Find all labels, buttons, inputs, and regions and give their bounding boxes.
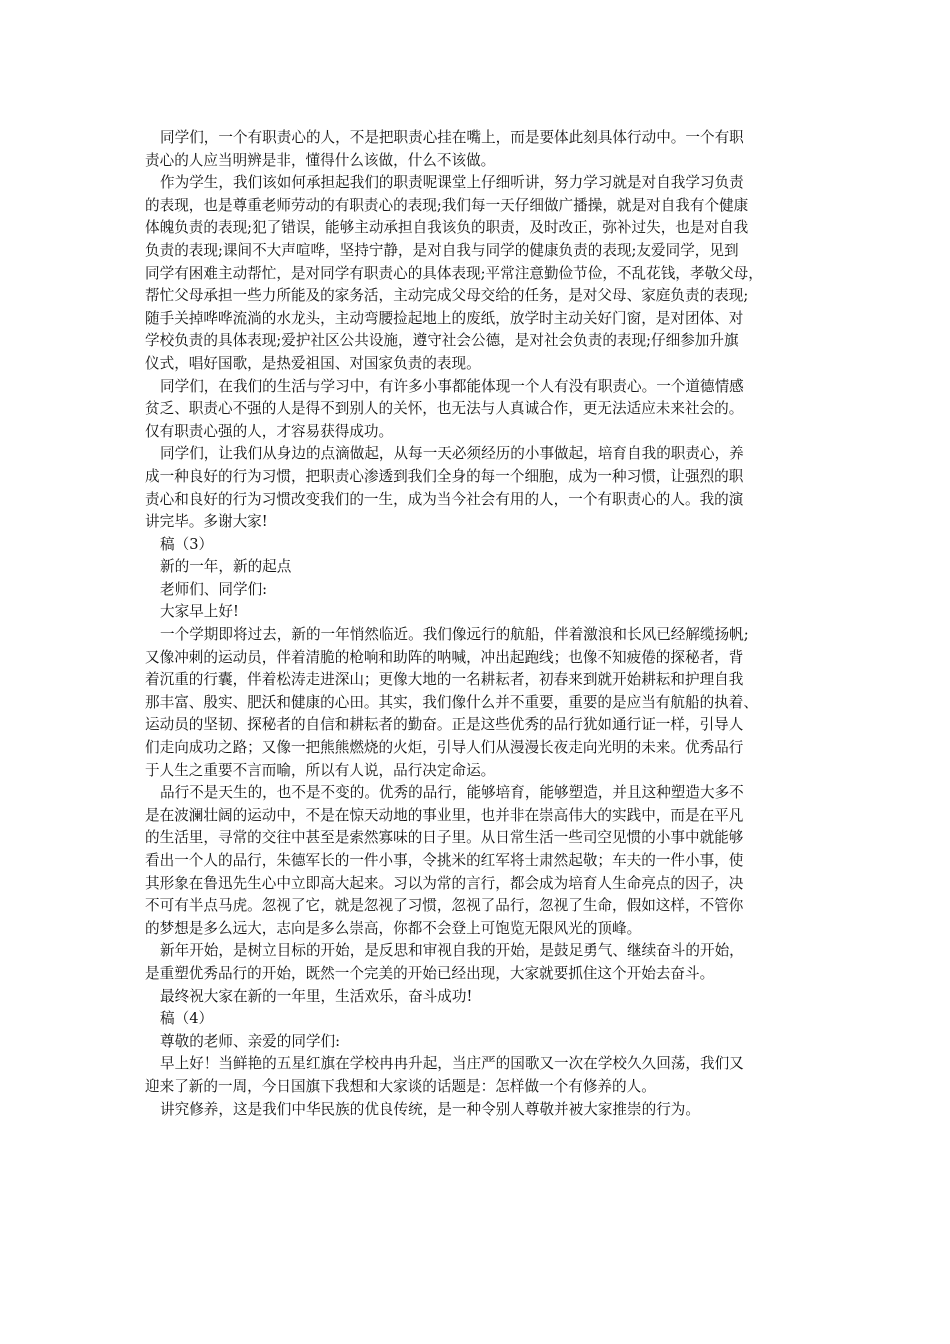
text-line: 责心的人应当明辨是非，懂得什么该做，什么不该做。 xyxy=(145,151,496,169)
text-line: 着沉重的行囊，伴着松涛走进深山；更像大地的一名耕耘者，初春来到就开始耕耘和护理自我 xyxy=(145,671,744,689)
text-line: 新的一年，新的起点 xyxy=(160,558,292,576)
text-line: 是重塑优秀品行的开始，既然一个完美的开始已经出现，大家就要抓住这个开始去奋斗。 xyxy=(145,964,715,982)
text-line: 的表现，也是尊重老师劳动的有职责心的表现;我们每一天仔细做广播操，就是对自我有个健康 xyxy=(145,196,749,214)
text-line: 作为学生，我们该如何承担起我们的职责呢课堂上仔细听讲，努力学习就是对自我学习负责 xyxy=(160,174,744,192)
text-line: 老师们、同学们: xyxy=(160,580,268,598)
text-line: 们走向成功之路；又像一把熊熊燃烧的火炬，引导人们从漫漫长夜走向光明的未来。优秀品行 xyxy=(145,739,744,757)
text-line: 贫乏、职责心不强的人是得不到别人的关怀，也无法与人真诚合作，更无法适应未来社会的。 xyxy=(145,400,744,418)
document-body xyxy=(145,127,805,1121)
text-line: 早上好！当鲜艳的五星红旗在学校冉冉升起，当庄严的国歌又一次在学校久久回荡，我们又 xyxy=(160,1055,744,1073)
text-line: 仪式，唱好国歌，是热爱祖国、对国家负责的表现。 xyxy=(145,354,481,372)
text-line: 负责的表现;课间不大声喧哗，坚持宁静，是对自我与同学的健康负责的表现;友爱同学，见到 xyxy=(145,241,739,259)
text-line: 运动员的坚韧、探秘者的自信和耕耘者的勤奋。正是这些优秀的品行犹如通行证一样，引导人 xyxy=(145,716,744,734)
text-line: 品行不是天生的，也不是不变的。优秀的品行，能够培育，能够塑造，并且这种塑造大多不 xyxy=(160,784,744,802)
text-line: 体魄负责的表现;犯了错误，能够主动承担自我该负的职责，及时改正，弥补过失，也是对自我 xyxy=(145,219,749,237)
text-line: 学校负责的具体表现;爱护社区公共设施，遵守社会公德，是对社会负责的表现;仔细参加升旗 xyxy=(145,332,739,350)
text-line: 同学们，让我们从身边的点滴做起，从每一天必须经历的小事做起，培育自我的职责心，养 xyxy=(160,445,744,463)
text-line: 一个学期即将过去，新的一年悄然临近。我们像远行的航船，伴着激浪和长风已经解缆扬帆; xyxy=(160,626,749,644)
text-line: 责心和良好的行为习惯改变我们的一生，成为当今社会有用的人，一个有职责心的人。我的演 xyxy=(145,490,744,508)
text-line: 稿（4） xyxy=(160,1010,214,1028)
text-line: 随手关掉哗哗流淌的水龙头，主动弯腰捡起地上的废纸，放学时主动关好门窗，是对团体、对 xyxy=(145,309,744,327)
text-line: 成一种良好的行为习惯，把职责心渗透到我们全身的每一个细胞，成为一种习惯，让强烈的职 xyxy=(145,467,744,485)
text-line: 的梦想是多么远大，志向是多么崇高，你都不会登上可饱览无限风光的顶峰。 xyxy=(145,919,642,937)
text-line: 仅有职责心强的人，才容易获得成功。 xyxy=(145,422,394,440)
text-line: 看出一个人的品行，朱德军长的一件小事，令挑米的红军将士肃然起敬；车夫的一件小事，使 xyxy=(145,852,744,869)
text-line: 是在波澜壮阔的运动中，不是在惊天动地的事业里，也并非在崇高伟大的实践中，而是在平凡 xyxy=(145,806,744,824)
text-line: 于人生之重要不言而喻，所以有人说，品行决定命运。 xyxy=(145,761,496,779)
text-line: 稿（3） xyxy=(160,535,214,553)
text-line: 尊敬的老师、亲爱的同学们: xyxy=(160,1032,341,1050)
text-line: 的生活里，寻常的交往中甚至是索然寡味的日子里。从日常生活一些司空见惯的小事中就能够 xyxy=(145,829,744,847)
text-line: 同学们，在我们的生活与学习中，有许多小事都能体现一个人有没有职责心。一个道德情感 xyxy=(160,377,744,395)
text-line: 又像冲刺的运动员，伴着清脆的枪响和助阵的呐喊，冲出起跑线；也像不知疲倦的探秘者，背 xyxy=(145,648,744,666)
text-line: 帮忙父母承担一些力所能及的家务活，主动完成父母交给的任务，是对父母、家庭负责的表现; xyxy=(145,287,749,305)
text-line: 讲究修养，这是我们中华民族的优良传统，是一种令别人尊敬并被大家推崇的行为。 xyxy=(160,1100,700,1118)
text-line: 那丰富、殷实、肥沃和健康的心田。其实，我们像什么并不重要，重要的是应当有航船的执着、 xyxy=(145,693,758,711)
text-line: 最终祝大家在新的一年里，生活欢乐，奋斗成功! xyxy=(160,987,473,1005)
text-line: 大家早上好! xyxy=(160,603,239,621)
text-line: 同学有困难主动帮忙，是对同学有职责心的具体表现;平常注意勤俭节俭，不乱花钱，孝敬父母， xyxy=(145,264,763,282)
text-line: 迎来了新的一周，今日国旗下我想和大家谈的话题是：怎样做一个有修养的人。 xyxy=(145,1077,656,1095)
text-line: 同学们，一个有职责心的人，不是把职责心挂在嘴上，而是要体此刻具体行动中。一个有职 xyxy=(160,129,744,146)
text-line: 不可有半点马虎。忽视了它，就是忽视了习惯，忽视了品行，忽视了生命，假如这样，不管你 xyxy=(145,897,744,915)
text-line: 讲完毕。多谢大家! xyxy=(145,513,268,531)
text-line: 新年开始，是树立目标的开始，是反思和审视自我的开始，是鼓足勇气、继续奋斗的开始， xyxy=(160,942,744,960)
text-line: 其形象在鲁迅先生心中立即高大起来。习以为常的言行，都会成为培育人生命亮点的因子，决 xyxy=(145,874,744,892)
